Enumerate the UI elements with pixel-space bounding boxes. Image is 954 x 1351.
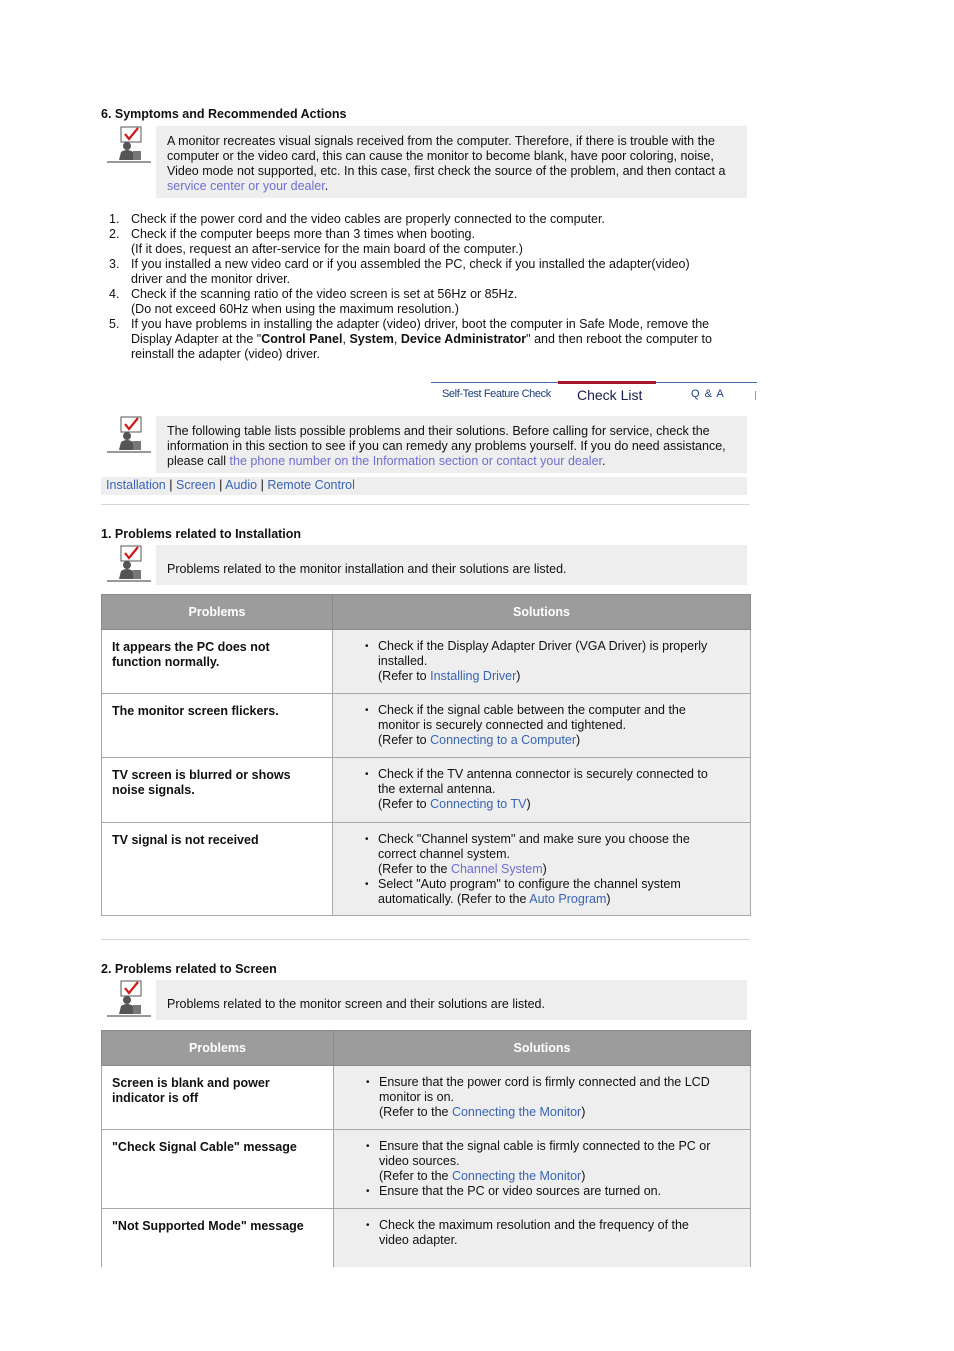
section-title-installation: 1. Problems related to Installation — [101, 527, 302, 541]
installing-driver-link[interactable]: Installing Driver — [430, 669, 517, 683]
table-row — [102, 694, 751, 758]
solution-item: • Check if the Display Adapter Driver (VGA Driver) is properly installed. (Refer to Installing Driver) — [378, 639, 740, 684]
divider — [101, 504, 750, 505]
step-item: 1. Check if the power cord and the video cables are properly connected to the computer. — [109, 212, 605, 226]
col-header-solutions: Solutions — [333, 595, 751, 630]
connecting-monitor-link[interactable]: Connecting the Monitor — [451, 1105, 582, 1119]
solution-cell — [334, 1066, 751, 1130]
solution-cell — [333, 630, 751, 694]
symptoms-note — [101, 126, 747, 198]
step-item: 5. If you have problems in installing the adapter (video) driver, boot the computer in Safe Mode, remove the Display Adapter at the "Control Panel, System, Device Administrator" and then reboot the computer to reinstall the adapter (video) driver. — [109, 317, 712, 361]
nav-separator: | — [219, 478, 223, 492]
tab-qa[interactable]: Q & A — [691, 388, 725, 400]
installation-note-text: Problems related to the monitor installation and their solutions are listed. — [156, 545, 747, 585]
screen-note-text: Problems related to the monitor screen and their solutions are listed. — [156, 980, 747, 1020]
solution-cell — [334, 1130, 751, 1209]
solution-item: • Check if the TV antenna connector is securely connected to the external antenna. (Refer to Connecting to TV) — [378, 767, 740, 812]
table-row — [102, 630, 751, 694]
section-nav-bar — [101, 477, 747, 495]
solution-cell — [334, 1209, 751, 1267]
table-row — [102, 1130, 751, 1209]
installation-note — [101, 545, 747, 585]
table-header-row — [102, 1031, 751, 1066]
solution-cell — [333, 823, 751, 916]
checklist-person-icon — [107, 126, 151, 164]
col-header-problems: Problems — [102, 1031, 334, 1066]
solution-item: • Select "Auto program" to configure the channel system automatically. (Refer to the Auto Program) — [378, 877, 740, 907]
channel-system-link[interactable]: Channel System — [450, 862, 543, 876]
step-item: 2. Check if the computer beeps more than 3 times when booting. (If it does, request an after-service for the main board of the computer.) — [109, 227, 523, 256]
problem-cell: TV signal is not received — [102, 823, 333, 916]
tab-check-list[interactable]: Check List — [577, 387, 643, 403]
nav-link-installation[interactable]: Installation — [106, 478, 166, 492]
tab-divider — [755, 391, 756, 400]
table-row — [102, 823, 751, 916]
connecting-tv-link[interactable]: Connecting to TV — [430, 797, 527, 811]
solution-cell — [333, 694, 751, 758]
table-row — [102, 1209, 751, 1267]
intro-note-text: The following table lists possible problems and their solutions. Before calling for service, check the information in this section to see if you can remedy any problems yourself. If you do need assistance, please call the phone number on the Information section or contact your dealer. — [156, 416, 747, 473]
checklist-person-icon — [107, 416, 151, 454]
section-title-symptoms: 6. Symptoms and Recommended Actions — [101, 107, 347, 121]
nav-link-audio[interactable]: Audio — [225, 478, 258, 492]
solution-item: • Ensure that the PC or video sources are turned on. — [379, 1184, 740, 1199]
col-header-solutions: Solutions — [334, 1031, 751, 1066]
solution-item: • Ensure that the signal cable is firmly connected to the PC or video sources. (Refer to the Connecting the Monitor) — [379, 1139, 740, 1184]
section-title-screen: 2. Problems related to Screen — [101, 962, 277, 976]
tab-self-test[interactable]: Self-Test Feature Check — [442, 388, 551, 400]
problem-cell: It appears the PC does not function normally. — [102, 630, 333, 694]
problem-cell: TV screen is blurred or shows noise signals. — [102, 758, 333, 823]
intro-note — [101, 416, 747, 473]
nav-link-screen[interactable]: Screen — [175, 478, 216, 492]
solution-item: • Check the maximum resolution and the frequency of the video adapter. — [379, 1218, 740, 1248]
tab-bar — [431, 381, 757, 411]
step-item: 3. If you installed a new video card or if you assembled the PC, check if you installed the adapter(video) driver and the monitor driver. — [109, 257, 690, 286]
divider — [101, 939, 750, 940]
col-header-problems: Problems — [102, 595, 333, 630]
solution-item: • Ensure that the power cord is firmly connected and the LCD monitor is on. (Refer to the Connecting the Monitor) — [379, 1075, 740, 1120]
auto-program-link[interactable]: Auto Program — [529, 892, 607, 906]
screen-note — [101, 980, 747, 1020]
problem-cell: The monitor screen flickers. — [102, 694, 333, 758]
connecting-monitor-link[interactable]: Connecting the Monitor — [451, 1169, 582, 1183]
active-tab-indicator — [558, 381, 656, 384]
symptoms-note-text: A monitor recreates visual signals received from the computer. Therefore, if there is trouble with the computer or the video card, this can cause the monitor to become blank, have poor coloring, noise, Video mode not supported, etc. In this case, first check the source of the problem, and then contact a service center or your dealer. — [156, 126, 747, 198]
solution-item: • Check "Channel system" and make sure you choose the correct channel system. (Refer to the Channel System) — [378, 832, 740, 877]
checklist-person-icon — [107, 980, 151, 1018]
problem-cell: Screen is blank and power indicator is off — [102, 1066, 334, 1130]
nav-link-remote-control[interactable]: Remote Control — [267, 478, 355, 492]
table-row — [102, 1066, 751, 1130]
installation-table — [101, 594, 751, 916]
steps-list — [101, 212, 741, 362]
table-row — [102, 758, 751, 823]
service-center-link[interactable]: service center or your dealer — [167, 179, 325, 193]
table-header-row — [102, 595, 751, 630]
nav-separator: | — [260, 478, 264, 492]
phone-info-link[interactable]: the phone number on the Information section or contact your dealer — [229, 454, 603, 468]
screen-table — [101, 1030, 751, 1267]
checklist-person-icon — [107, 545, 151, 583]
connecting-computer-link[interactable]: Connecting to a Computer — [430, 733, 577, 747]
step-item: 4. Check if the scanning ratio of the video screen is set at 56Hz or 85Hz. (Do not exceed 60Hz when using the maximum resolution.) — [109, 287, 518, 316]
nav-separator: | — [169, 478, 173, 492]
solution-cell — [333, 758, 751, 823]
solution-item: • Check if the signal cable between the computer and the monitor is securely connected and tightened. (Refer to Connecting to a Computer) — [378, 703, 740, 748]
problem-cell: "Check Signal Cable" message — [102, 1130, 334, 1209]
problem-cell: "Not Supported Mode" message — [102, 1209, 334, 1267]
